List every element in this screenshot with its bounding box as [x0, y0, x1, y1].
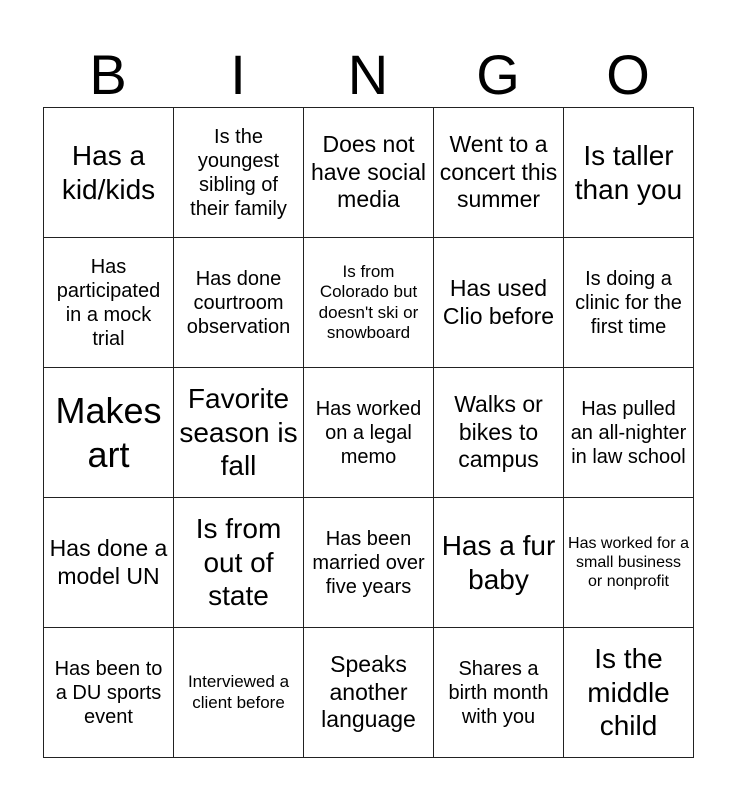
bingo-cell[interactable]: Does not have social media — [304, 108, 434, 238]
bingo-cell[interactable]: Has been married over five years — [304, 498, 434, 628]
bingo-cell[interactable]: Interviewed a client before — [174, 628, 304, 758]
bingo-cell[interactable]: Is doing a clinic for the first time — [564, 238, 694, 368]
header-letter-n: N — [347, 43, 389, 106]
bingo-cell[interactable]: Has participated in a mock trial — [44, 238, 174, 368]
bingo-cell[interactable]: Is taller than you — [564, 108, 694, 238]
board-row — [44, 238, 694, 368]
header-letter-g: G — [476, 43, 520, 106]
bingo-cell[interactable]: Has a fur baby — [434, 498, 564, 628]
bingo-cell[interactable]: Went to a concert this summer — [434, 108, 564, 238]
bingo-cell[interactable]: Shares a birth month with you — [434, 628, 564, 758]
bingo-cell[interactable]: Has worked on a legal memo — [304, 368, 434, 498]
bingo-cell[interactable]: Has done a model UN — [44, 498, 174, 628]
bingo-cell[interactable]: Has used Clio before — [434, 238, 564, 368]
bingo-board — [43, 107, 694, 758]
header-letter-i: I — [230, 43, 246, 106]
bingo-cell[interactable]: Walks or bikes to campus — [434, 368, 564, 498]
header-letter-b: B — [89, 43, 127, 106]
bingo-cell[interactable]: Has pulled an all-nighter in law school — [564, 368, 694, 498]
bingo-cell[interactable]: Is from Colorado but doesn't ski or snowboard — [304, 238, 434, 368]
bingo-cell[interactable]: Has done courtroom observation — [174, 238, 304, 368]
bingo-cell[interactable]: Is from out of state — [174, 498, 304, 628]
bingo-header — [43, 44, 693, 106]
bingo-cell[interactable]: Is the youngest sibling of their family — [174, 108, 304, 238]
board-row — [44, 628, 694, 758]
bingo-cell[interactable]: Is the middle child — [564, 628, 694, 758]
bingo-cell[interactable]: Has worked for a small business or nonprofit — [564, 498, 694, 628]
bingo-cell[interactable]: Speaks another language — [304, 628, 434, 758]
bingo-cell[interactable]: Has a kid/kids — [44, 108, 174, 238]
board-row — [44, 368, 694, 498]
board-row — [44, 108, 694, 238]
bingo-cell[interactable]: Has been to a DU sports event — [44, 628, 174, 758]
bingo-cell[interactable]: Makes art — [44, 368, 174, 498]
bingo-cell[interactable]: Favorite season is fall — [174, 368, 304, 498]
header-letter-o: O — [606, 43, 650, 106]
board-row — [44, 498, 694, 628]
